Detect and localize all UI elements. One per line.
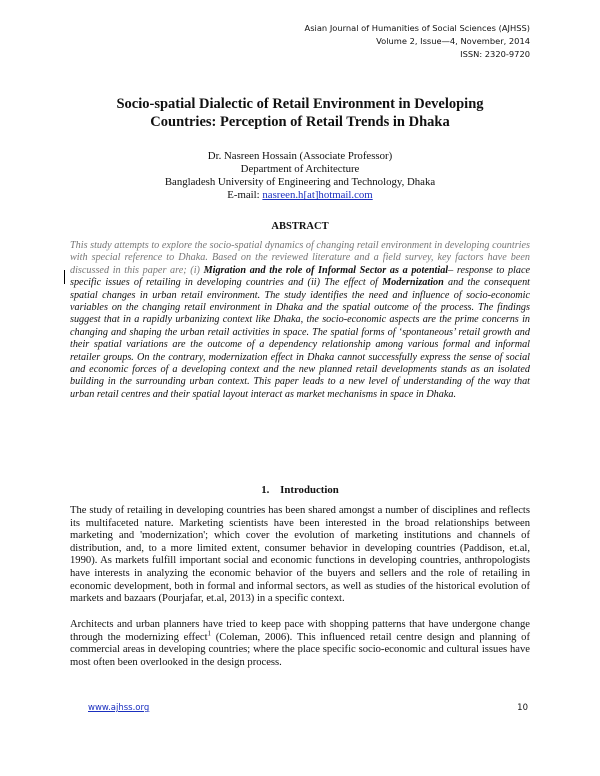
journal-name: Asian Journal of Humanities of Social Sciences (AJHSS): [304, 23, 530, 33]
page-number: 10: [517, 703, 528, 713]
footnote-marker[interactable]: 1: [207, 629, 212, 638]
author-university: Bangladesh University of Engineering and Technology, Dhaka: [164, 176, 436, 188]
abstract-segment-faded: This study attempts to explore the socio-spatial dynamics of changing retail environment in developing countries with special reference to Dhaka. Based on the reviewed literature and a field survey, key factors have been discussed in this paper are; (i): [70, 240, 530, 276]
author-block: [70, 150, 530, 202]
abstract-bold-modernization: Modernization: [382, 277, 444, 289]
para2-part-a: Architects and urban planners have tried to keep pace with shopping patterns that have undergone change through the modernizing effect: [70, 619, 530, 643]
email-label: E-mail:: [227, 189, 263, 201]
intro-paragraph-1: The study of retailing in developing countries has been shared amongst a number of disciplines and reflects its multifaceted nature. Marketing scientists have been interested in the broad relationships between marketing and 'modernization'; which cover the evolution of marketing institutions and channels of distribution, and, to a more limited extent, consumer behavior in developing countries (Paddison, et.al, 1990). As markets fulfill important social and economic functions in developing countries, anthropologists have interests in analyzing the economic behavior of the buyers and sellers and the role of retailing in economic development, both in formal and informal sectors, as well as studies of the historical evolution of markets and bazaars (Pourjafar, et.al, 2013) in a specific context.: [70, 505, 530, 605]
abstract-segment-3: and the consequent spatial changes in urban retail environment. The study identifies the need and influence of socio-economic variables on the changing retail environment in Dhaka and the spatial outcome of the process. The findings suggest that in a rapidly urbanizing context like Dhaka, the socio-economic aspects are the prime concerns in changing and shaping the urban retail activities in space. The spatial forms of ‘spontaneous’ retail growth and their spatial variations are the outcome of a dependency relationship among various formal and informal retailer groups. On the contrary, modernization effect in Dhaka cannot successfully express the sense of social and economic forces of a developing context and the new planned retail developments stands as an isolated building in the surrounding urban context. This paper leads to a new level of understanding of the way that urban retail centres and their spatial layout interact as market mechanisms in space in Dhaka.: [70, 277, 530, 400]
footer-website-link[interactable]: www.ajhss.org: [88, 703, 150, 713]
section-heading-introduction: 1. Introduction: [261, 484, 339, 496]
journal-volume: Volume 2, Issue—4, November, 2014: [376, 36, 530, 46]
abstract-segment-2: – response to place specific issues of retailing in developing countries and (ii) The effect of: [70, 264, 531, 289]
abstract-text: [70, 240, 530, 401]
abstract-heading: ABSTRACT: [271, 221, 329, 232]
intro-paragraph-2: [70, 619, 530, 669]
title-line-2: Countries: Perception of Retail Trends in Dhaka: [150, 114, 450, 130]
para2-part-b: (Coleman, 2006). This influenced retail centre design and planning of commercial areas in developing countries; where the place specific socio-economic and cultural issues have most often been overlooked in the design process.: [70, 631, 530, 668]
author-name: Dr. Nasreen Hossain (Associate Professor): [207, 150, 393, 162]
author-email-line: [70, 189, 530, 202]
author-department: Department of Architecture: [240, 163, 360, 175]
email-link[interactable]: nasreen.h[at]hotmail.com: [262, 189, 373, 201]
text-cursor: [64, 270, 65, 284]
journal-issn: ISSN: 2320-9720: [460, 49, 530, 59]
journal-header: [305, 22, 530, 61]
abstract-bold-migration: Migration and the role of Informal Sector as a potential: [203, 264, 449, 276]
title-line-1: Socio-spatial Dialectic of Retail Environment in Developing: [116, 96, 484, 112]
paper-title: [70, 95, 530, 131]
